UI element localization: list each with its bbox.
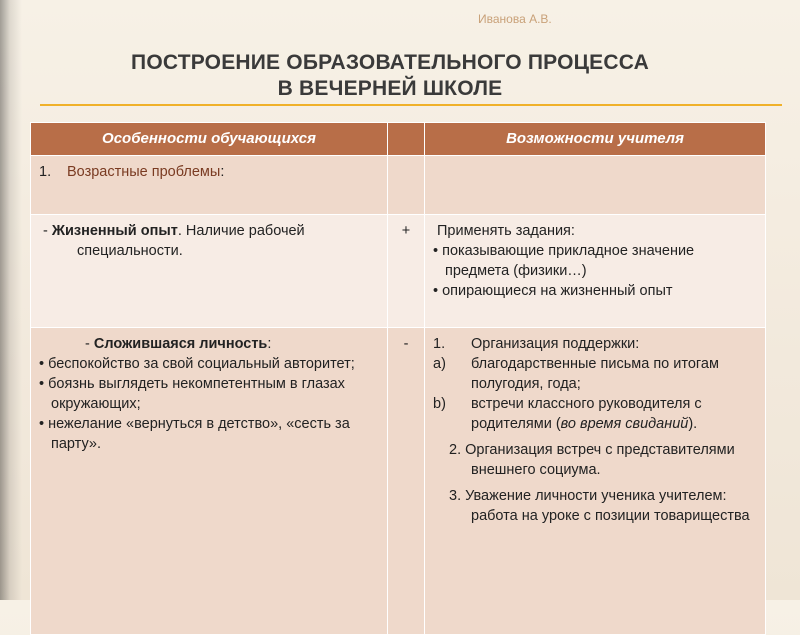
list-item: • беспокойство за свой социальный авторитет; (39, 356, 355, 372)
meetings-item: 2. Организация встреч с представителями внешнего социума. (449, 442, 735, 478)
item-number: 1. (39, 164, 52, 180)
cell-empty-marker (388, 156, 425, 215)
item-letter: b) (433, 396, 446, 412)
header-teacher-possibilities: Возможности учителя (425, 123, 766, 156)
life-experience-rest: . Наличие рабочей специальности. (77, 223, 305, 259)
title-line-2: В ВЕЧЕРНЕЙ ШКОЛЕ (277, 77, 503, 100)
title-underline (40, 104, 782, 106)
list-item: • нежелание «вернуться в детство», «сесть за парту». (39, 416, 350, 452)
life-experience-bold: Жизненный опыт (51, 223, 178, 239)
numbered-item (433, 440, 757, 480)
numbered-item (433, 334, 757, 354)
list-item: • показывающие прикладное значение предмета (физики…) (433, 243, 695, 279)
cell-minus-marker: - (388, 328, 425, 635)
personality-heading (39, 334, 379, 354)
dash: - (43, 223, 52, 239)
support-item-b: встречи классного руководителя с родителями ( (471, 396, 702, 432)
cell-empty-right (425, 156, 766, 215)
title-line-1: ПОСТРОЕНИЕ ОБРАЗОВАТЕЛЬНОГО ПРОЦЕССА (131, 51, 649, 74)
age-problems-colon: : (220, 164, 225, 180)
cell-age-problems (31, 156, 388, 215)
slide-title (40, 50, 740, 102)
age-problems-text: Возрастные проблемы (67, 164, 221, 180)
support-item-b-italic: во время свиданий (560, 416, 689, 432)
list-item: • опирающиеся на жизненный опыт (433, 283, 673, 299)
table-row (31, 328, 766, 635)
comparison-table (30, 122, 766, 635)
numbered-item (433, 486, 757, 526)
item-number: 1. (433, 336, 446, 352)
table-row (31, 156, 766, 215)
cell-personality (31, 328, 388, 635)
personality-colon: : (267, 336, 272, 352)
numbered-item (433, 394, 757, 434)
support-heading: Организация поддержки: (471, 336, 640, 352)
left-edge-shadow (0, 0, 22, 600)
item-letter: a) (433, 356, 446, 372)
life-experience-text (39, 221, 379, 261)
dash: - (85, 336, 94, 352)
cell-tasks (425, 215, 766, 328)
support-item-b-end: ). (688, 416, 698, 432)
list-item: • боязнь выглядеть некомпетентным в глазах окружающих; (39, 376, 345, 412)
tasks-intro: Применять задания: (437, 223, 575, 239)
personality-bold: Сложившаяся личность (93, 336, 268, 352)
header-students-features: Особенности обучающихся (31, 123, 388, 156)
numbered-item (433, 354, 757, 394)
table-row (31, 215, 766, 328)
table-header-row (31, 123, 766, 156)
cell-plus-marker: + (388, 215, 425, 328)
cell-support (425, 328, 766, 635)
author-name: Иванова А.В. (478, 12, 552, 26)
numbered-item (39, 162, 379, 182)
respect-item: 3. Уважение личности ученика учителем: работа на уроке с позиции товарищества (449, 488, 750, 524)
cell-life-experience (31, 215, 388, 328)
header-marker (388, 123, 425, 156)
support-item-a: благодарственные письма по итогам полугодия, года; (471, 356, 719, 392)
